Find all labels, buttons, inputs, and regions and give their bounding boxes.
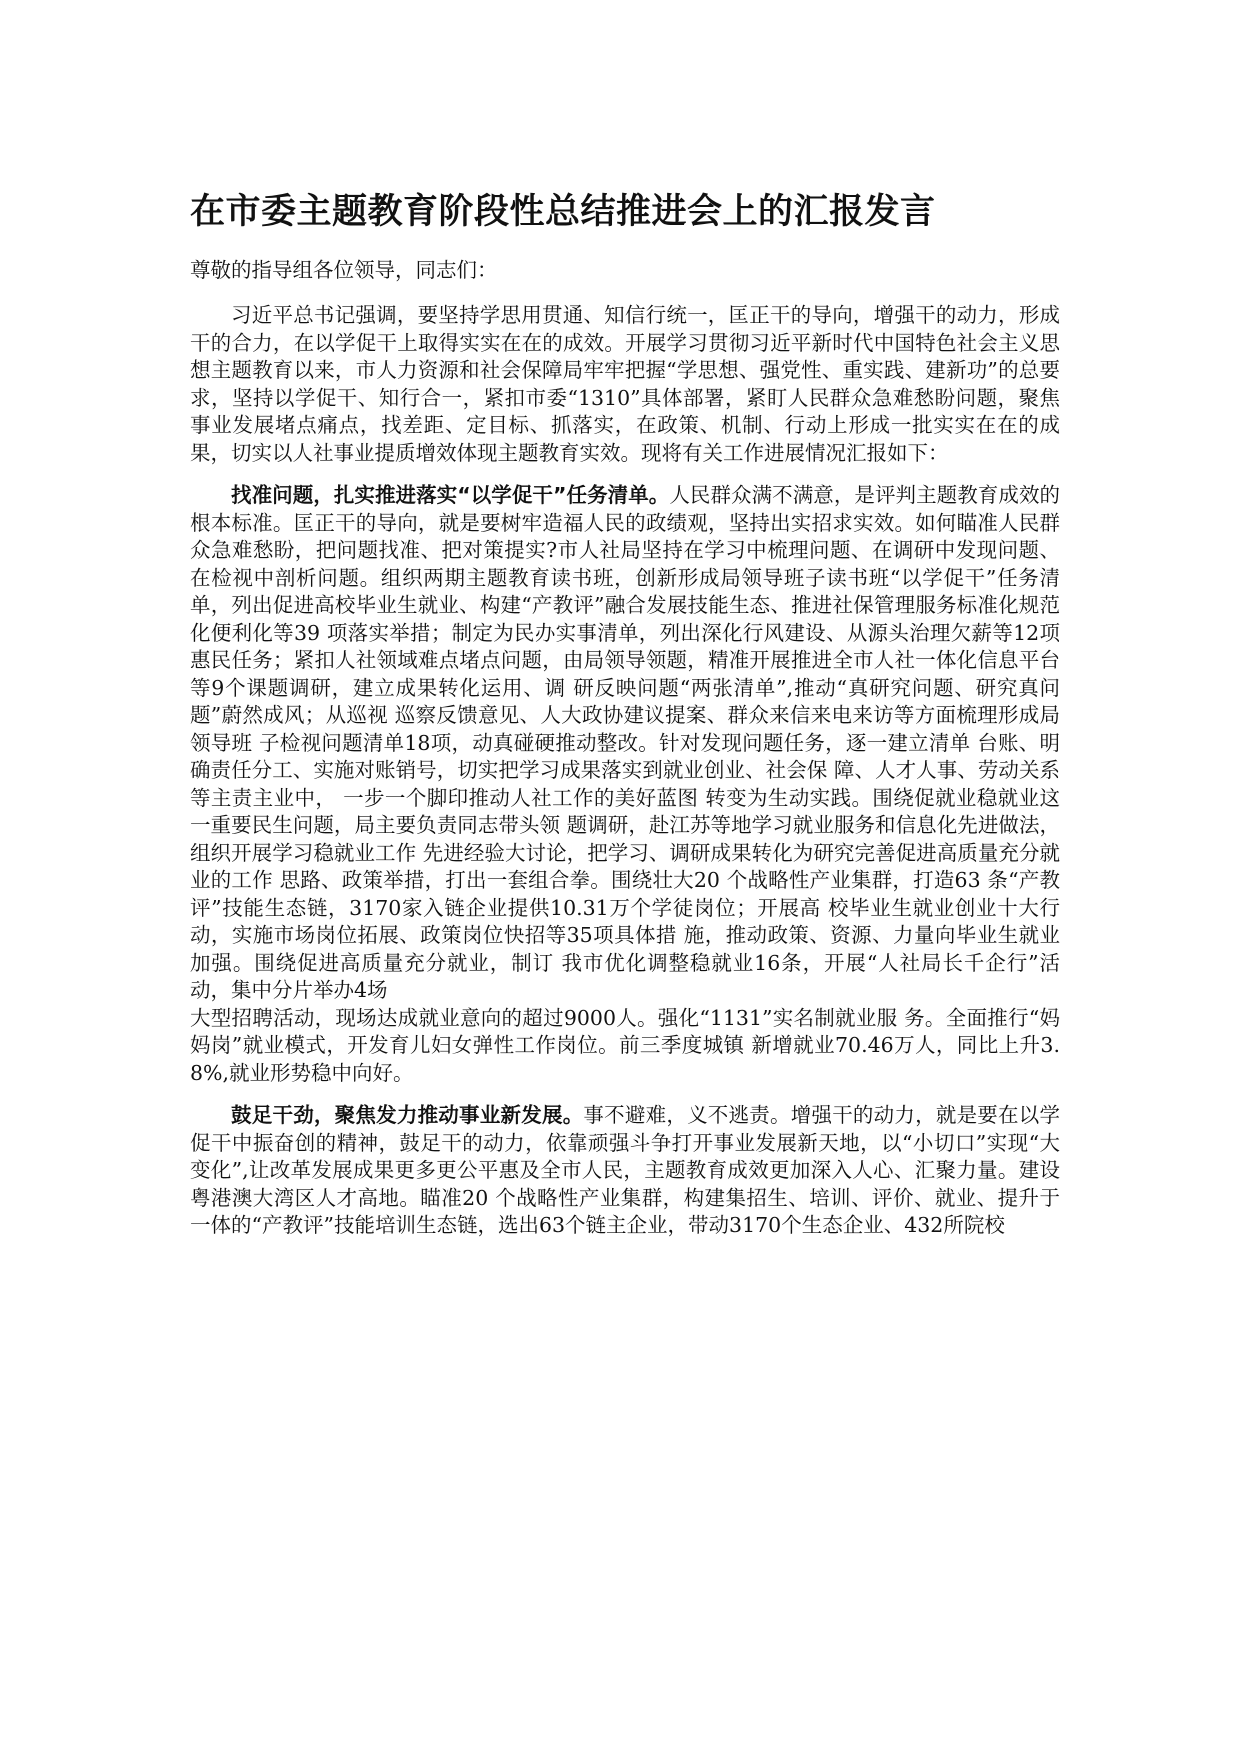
paragraph-text: 事不避难，义不逃责。增强干的动力，就是要在以学促干中振奋创的精神，鼓足干的动力，依靠顽强斗争打开事业发展新天地，以“小切口”实现“大变化”,让改革发展成果更多更公平惠及全市人民，主题教育成效更加深入人心、汇聚力量。建设粤港澳大湾区人才高地。瞄准20 个战略性产业集群，构建集招生、培训、评价、就业、提升于一体的“产教评”技能培训生态链，选出63个链主企业，带动3170个生态企业、432所院校 — [190, 1103, 1060, 1237]
document-title: 在市委主题教育阶段性总结推进会上的汇报发言 — [190, 192, 936, 232]
paragraph-text: 人民群众满不满意，是评判主题教育成效的根本标准。匡正干的导向，就是要树牢造福人民的政绩观，坚持出实招求实效。如何瞄准人民群众急难愁盼，把问题找准、把对策提实?市人社局坚持在学习中梳理问题、在调研中发现问题、在检视中剖析问题。组织两期主题教育读书班，创新形成局领导班子读书班“以学促干”任务清单，列出促进高校毕业生就业、构建“产教评”融合发展技能生态、推进社保管理服务标准化规范化便利化等39 项落实举措；制定为民办实事清单，列出深化行风建设、从源头治理欠薪等12项惠民任务；紧扣人社领域难点堵点问题，由局领导领题，精准开展推进全市人社一体化信息平台等9个课题调研，建立成果转化运用、调 研反映问题“两张清单”,推动“真研究问题、研究真问题”蔚然成风；从巡视 巡察反馈意见、人大政协建议提案、群众来信来电来访等方面梳理形成局领导班 子检视问题清单18项，动真碰硬推动整改。针对发现问题任务，逐一建立清单 台账、明确责任分工、实施对账销号，切实把学习成果落实到就业创业、社会保 障、人才人事、劳动关系等主责主业中， 一步一个脚印推动人社工作的美好蓝图 转变为生动实践。围绕促就业稳就业这一重要民生问题，局主要负责同志带头领 题调研，赴江苏等地学习就业服务和信息化先进做法，组织开展学习稳就业工作 先进经验大讨论，把学习、调研成果转化为研究完善促进高质量充分就业的工作 思路、政策举措，打出一套组合拳。围绕壮大20 个战略性产业集群，打造63 条“产教评”技能生态链，3170家入链企业提供10.31万个学徒岗位；开展高 校毕业生就业创业十大行动，实施市场岗位拓展、政策岗位快招等35项具体措 施，推动政策、资源、力量向毕业生就业加强。围绕促进高质量充分就业，制订 我市优化调整稳就业16条，开展“人社局长千企行”活动，集中分片举办4场 — [190, 483, 1061, 1002]
paragraph-lead: 找准问题，扎实推进落实“以学促干”任务清单。 — [231, 483, 670, 507]
paragraph-find-problems — [190, 482, 1060, 1005]
greeting: 尊敬的指导组各位领导，同志们： — [190, 258, 498, 282]
document-page — [190, 188, 1060, 1255]
paragraph-continuation: 大型招聘活动，现场达成就业意向的超过9000人。强化“1131”实名制就业服 务。全面推行“妈妈岗”就业模式，开发育儿妇女弹性工作岗位。前三季度城镇 新增就业70.46万人，同比上升3.8%,就业形势稳中向好。 — [190, 1005, 1060, 1085]
paragraph-boost-drive — [190, 1102, 1060, 1240]
paragraph-intro-text: 习近平总书记强调，要坚持学思用贯通、知信行统一，匡正干的导向，增强干的动力，形成干的合力，在以学促干上取得实实在在的成效。开展学习贯彻习近平新时代中国特色社会主义思想主题教育以来，市人力资源和社会保障局牢牢把握“学思想、强党性、重实践、建新功”的总要求，坚持以学促干、知行合一，紧扣市委“1310”具体部署，紧盯人民群众急难愁盼问题，聚焦事业发展堵点痛点，找差距、定目标、抓落实，在政策、机制、行动上形成一批实实在在的成果，切实以人社事业提质增效体现主题教育实效。现将有关工作进展情况汇报如下： — [190, 303, 1060, 465]
paragraph-lead: 鼓足干劲，聚焦发力推动事业新发展。 — [231, 1103, 584, 1127]
paragraph-intro — [190, 302, 1060, 467]
